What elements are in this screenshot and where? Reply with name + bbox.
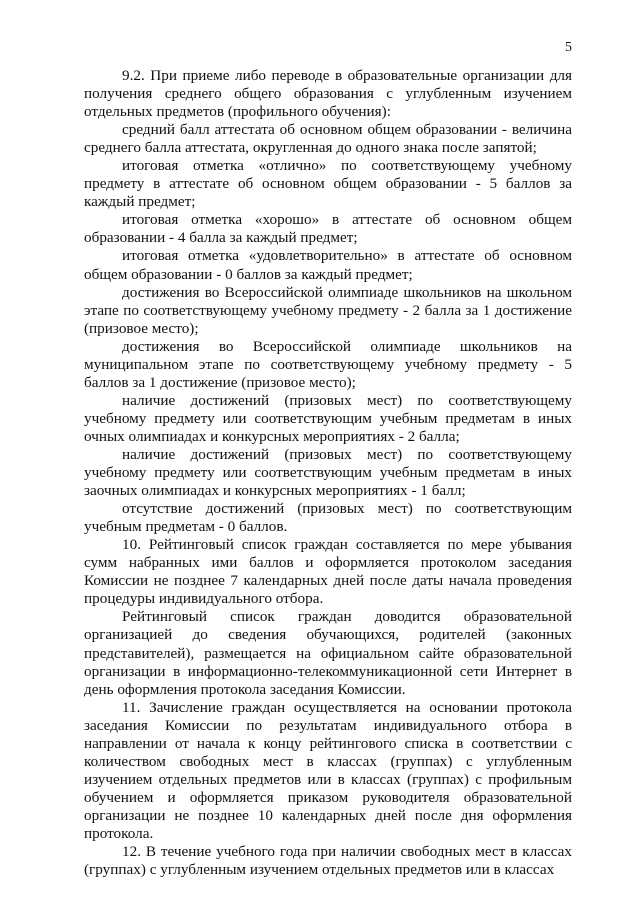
page-number: 5 — [565, 40, 572, 55]
paragraph-achievements-correspondence: наличие достижений (призовых мест) по соответствующему учебному предмету или соответствующим учебным предметам в иных заочных олимпиадах и конкурсных мероприятиях - 1 балл; — [84, 445, 572, 500]
paragraph-10: 10. Рейтинговый список граждан составляется по мере убывания сумм набранных ими баллов и оформляется протоколом заседания Комиссии не позднее 7 календарных дней после даты начала проведения процедуры индивидуального отбора. — [84, 536, 572, 608]
paragraph-9-2: 9.2. При приеме либо переводе в образовательные организации для получения среднего общего образования с углубленным изучением отдельных предметов (профильного обучения): — [84, 67, 572, 121]
paragraph-grade-excellent: итоговая отметка «отлично» по соответствующему учебному предмету в аттестате об основном общем образовании - 5 баллов за каждый предмет; — [84, 157, 572, 211]
paragraph-11: 11. Зачисление граждан осуществляется на основании протокола заседания Комиссии по результатам индивидуального отбора в направлении от начала к концу рейтингового списка в соответствии с количеством свободных мест в классах (группах) с углубленным изучением отдельных предметов или в классах (группах) с профильным обучением и оформляется приказом руководителя образовательной организации не позднее 10 календарных дней после дня оформления протокола. — [84, 698, 572, 842]
paragraph-12: 12. В течение учебного года при наличии свободных мест в классах (группах) с углубленным изучением отдельных предметов или в классах — [84, 843, 572, 879]
paragraph-average-score: средний балл аттестата об основном общем образовании - величина среднего балла аттестата, округленная до одного знака после запятой; — [84, 121, 572, 157]
paragraph-no-achievements: отсутствие достижений (призовых мест) по соответствующим учебным предметам - 0 баллов. — [84, 500, 572, 536]
paragraph-rating-list: Рейтинговый список граждан доводится образовательной организацией до сведения обучающихся, родителей (законных представителей), размещается на официальном сайте образовательной организации в информационно-телекоммуникационной сети Интернет в день оформления протокола заседания Комиссии. — [84, 608, 572, 698]
document-body — [84, 67, 572, 879]
paragraph-grade-good: итоговая отметка «хорошо» в аттестате об основном общем образовании - 4 балла за каждый предмет; — [84, 211, 572, 247]
paragraph-olympiad-municipal: достижения во Всероссийской олимпиаде школьников на муниципальном этапе по соответствующему учебному предмету - 5 баллов за 1 достижение (призовое место); — [84, 337, 572, 391]
paragraph-grade-satisfactory: итоговая отметка «удовлетворительно» в аттестате об основном общем образовании - 0 баллов за каждый предмет; — [84, 247, 572, 283]
paragraph-achievements-fulltime: наличие достижений (призовых мест) по соответствующему учебному предмету или соответствующим учебным предметам в иных очных олимпиадах и конкурсных мероприятиях - 2 балла; — [84, 391, 572, 445]
paragraph-olympiad-school: достижения во Всероссийской олимпиаде школьников на школьном этапе по соответствующему учебному предмету - 2 балла за 1 достижение (призовое место); — [84, 283, 572, 337]
